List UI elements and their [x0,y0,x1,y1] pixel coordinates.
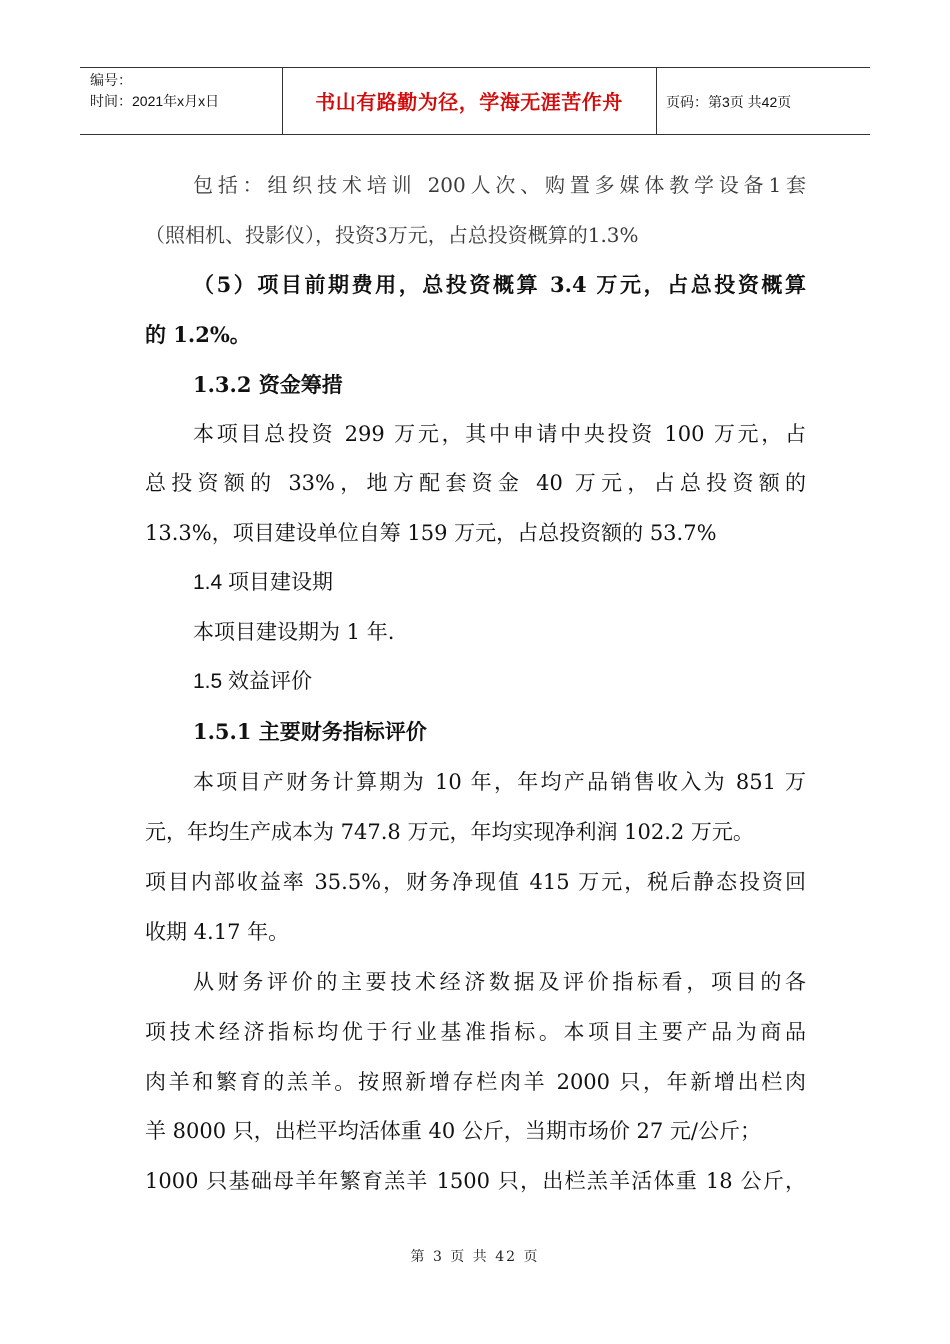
section-heading: 1.5.1 主要财务指标评价 [193,719,427,744]
header-divider [656,68,657,134]
header-motto: 书山有路勤为径，学海无涯苦作舟 [315,90,623,114]
page-header [80,67,870,135]
paragraph-line: 羊 8000 只，出栏平均活体重 40 公斤，当期市场价 27 元/公斤； [145,1119,762,1143]
header-time-label: 时间：2021年x月x日 [90,93,220,109]
paragraph-line: 本项目建设期为 1 年. [193,620,395,644]
paragraph-line: 13.3%，项目建设单位自筹 159 万元，占总投资额的 53.7% [145,521,717,545]
paragraph-line: 项目内部收益率 35.5%，财务净现值 415 万元，税后静态投资回 [145,870,806,894]
paragraph-line: 1000 只基础母羊年繁育羔羊 1500 只，出栏羔羊活体重 18 公斤， [145,1169,806,1193]
header-page-label: 页码：第3页 共42页 [666,94,792,110]
page-footer: 第 3 页 共 42 页 [410,1249,540,1265]
paragraph-line: 肉羊和繁育的羔羊。按照新增存栏肉羊 2000 只，年新增出栏肉 [145,1070,806,1094]
paragraph-line: （5）项目前期费用，总投资概算 3.4 万元，占总投资概算 [193,272,806,297]
paragraph-line: 本项目总投资 299 万元，其中申请中央投资 100 万元，占 [193,422,806,446]
paragraph-line: 的 1.2%。 [145,322,251,347]
paragraph-line: 从财务评价的主要技术经济数据及评价指标看，项目的各 [193,970,806,994]
section-heading: 1.3.2 资金筹措 [193,372,343,397]
paragraph-line: 元，年均生产成本为 747.8 万元，年均实现净利润 102.2 万元。 [145,820,754,844]
section-heading: 1.4 项目建设期 [193,571,334,594]
paragraph-line: 包括：组织技术培训 200人次、购置多媒体教学设备1套 [193,173,806,197]
paragraph-line: 收期 4.17 年。 [145,920,290,944]
section-heading: 1.5 效益评价 [193,670,313,693]
paragraph-line: 本项目产财务计算期为 10 年，年均产品销售收入为 851 万 [193,770,806,794]
header-meta [90,70,219,112]
paragraph-line: （照相机、投影仪），投资3万元，占总投资概算的1.3% [145,223,639,247]
paragraph-line: 项技术经济指标均优于行业基准指标。本项目主要产品为商品 [145,1020,806,1044]
header-number-label: 编号： [90,72,132,88]
paragraph-line: 总投资额的 33%，地方配套资金 40 万元，占总投资额的 [145,471,806,495]
